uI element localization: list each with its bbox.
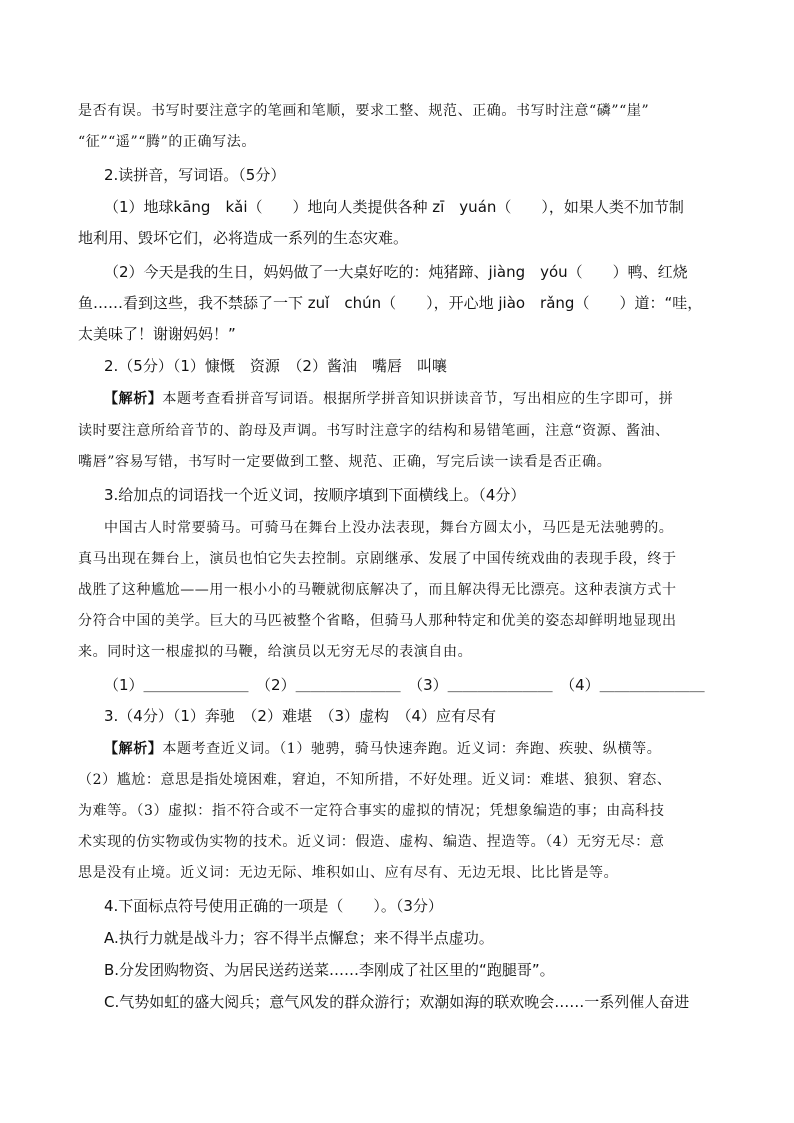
- passage-line: 真马出现在舞台上，演员也怕它失去控制。京剧继承、发展了中国传统戏曲的表现手段，终于: [78, 551, 677, 567]
- analysis-tag: 【解析】: [104, 391, 163, 407]
- question-text-line: 太美味了！谢谢妈妈！”: [78, 325, 236, 343]
- question-title: 2.读拼音，写词语。（5分）: [104, 166, 286, 184]
- analysis-line: 嘴唇”容易写错，书写时一定要做到工整、规范、正确，写完后读一读看是否正确。: [78, 454, 612, 470]
- option-c: C.气势如虹的盛大阅兵；意气风发的群众游行；欢潮如海的联欢晚会……一系列催人奋进: [104, 993, 690, 1011]
- analysis-text: 本题考查近义词。（1）驰骋，骑马快速奔跑。近义词：奔跑、疾驶、纵横等。: [162, 741, 662, 757]
- passage-line: 中国古人时常要骑马。可骑马在舞台上没办法表现，舞台方圆太小，马匹是无法驰骋的。: [104, 520, 674, 536]
- analysis-line: （2）尴尬：意思是指处境困难，窘迫，不知所措，不好处理。近义词：难堪、狼狈、窘态、: [78, 772, 672, 788]
- analysis-line: [104, 389, 673, 409]
- passage-line: 分符合中国的美学。巨大的马匹被整个省略，但骑马人那种特定和优美的姿态却鲜明地显现出: [78, 613, 677, 629]
- question-title: 4.下面标点符号使用正确的一项是（ ）。（3分）: [104, 897, 443, 915]
- option-b: B.分发团购物资、为居民送药送菜……李刚成了社区里的“跑腿哥”。: [104, 961, 555, 979]
- answer-line: 3.（4分）（1）奔驰 （2）难堪 （3）虚构 （4）应有尽有: [104, 707, 497, 725]
- question-text-line: 地利用、毁坏它们，必将造成一系列的生态灾难。: [78, 229, 409, 247]
- question-text-line: 鱼……看到这些，我不禁舔了一下 zuǐ chún（ ），开心地 jiào rǎng（ ）道：“哇，: [78, 294, 703, 312]
- passage-line: 战胜了这种尴尬——用一根小小的马鞭就彻底解决了，而且解决得无比漂亮。这种表演方式十: [78, 582, 677, 598]
- analysis-line: 思是没有止境。近义词：无边无际、堆积如山、应有尽有、无边无垠、比比皆是等。: [78, 865, 619, 881]
- answer-note-line: 是否有误。书写时要注意字的笔画和笔顺，要求工整、规范、正确。书写时注意“磷”“崖”: [78, 103, 650, 119]
- analysis-text: 本题考查看拼音写词语。根据所学拼音知识拼读音节，写出相应的生字即可，拼: [162, 391, 674, 407]
- analysis-line: 术实现的仿实物或伪实物的技术。近义词：假造、虚构、编造、捏造等。（4）无穷无尽：意: [78, 834, 665, 850]
- answer-note-line: “征”“遥”“腾”的正确写法。: [78, 134, 256, 150]
- analysis-line: 读时要注意所给音节的、韵母及声调。书写时注意字的结构和易错笔画，注意“资源、酱油、: [78, 423, 670, 439]
- analysis-line: 为难等。（3）虚拟：指不符合或不一定符合事实的虚拟的情况；凭想象编造的事；由高科技: [78, 803, 665, 819]
- fill-in-blanks-line: （1）＿＿＿＿＿＿＿ （2）＿＿＿＿＿＿＿ （3）＿＿＿＿＿＿＿ （4）＿＿＿＿＿＿＿: [104, 676, 705, 694]
- option-a: A.执行力就是战斗力；容不得半点懈怠；来不得半点虚功。: [104, 929, 494, 947]
- analysis-line: [104, 739, 661, 759]
- analysis-tag: 【解析】: [104, 741, 163, 757]
- question-title: 3.给加点的词语找一个近义词，按顺序填到下面横线上。（4分）: [104, 486, 526, 504]
- answer-line: 2.（5分）（1）慷慨 资源 （2）酱油 嘴唇 叫嚷: [104, 357, 447, 375]
- question-text-line: （2）今天是我的生日，妈妈做了一大桌好吃的：炖猪蹄、jiàng yóu（ ）鸭、红烧: [104, 263, 688, 281]
- question-text-line: （1）地球kāng kǎi（ ）地向人类提供各种 zī yuán（ ），如果人类不加节制: [104, 198, 684, 216]
- passage-line: 来。同时这一根虚拟的马鞭，给演员以无穷无尽的表演自由。: [78, 644, 473, 660]
